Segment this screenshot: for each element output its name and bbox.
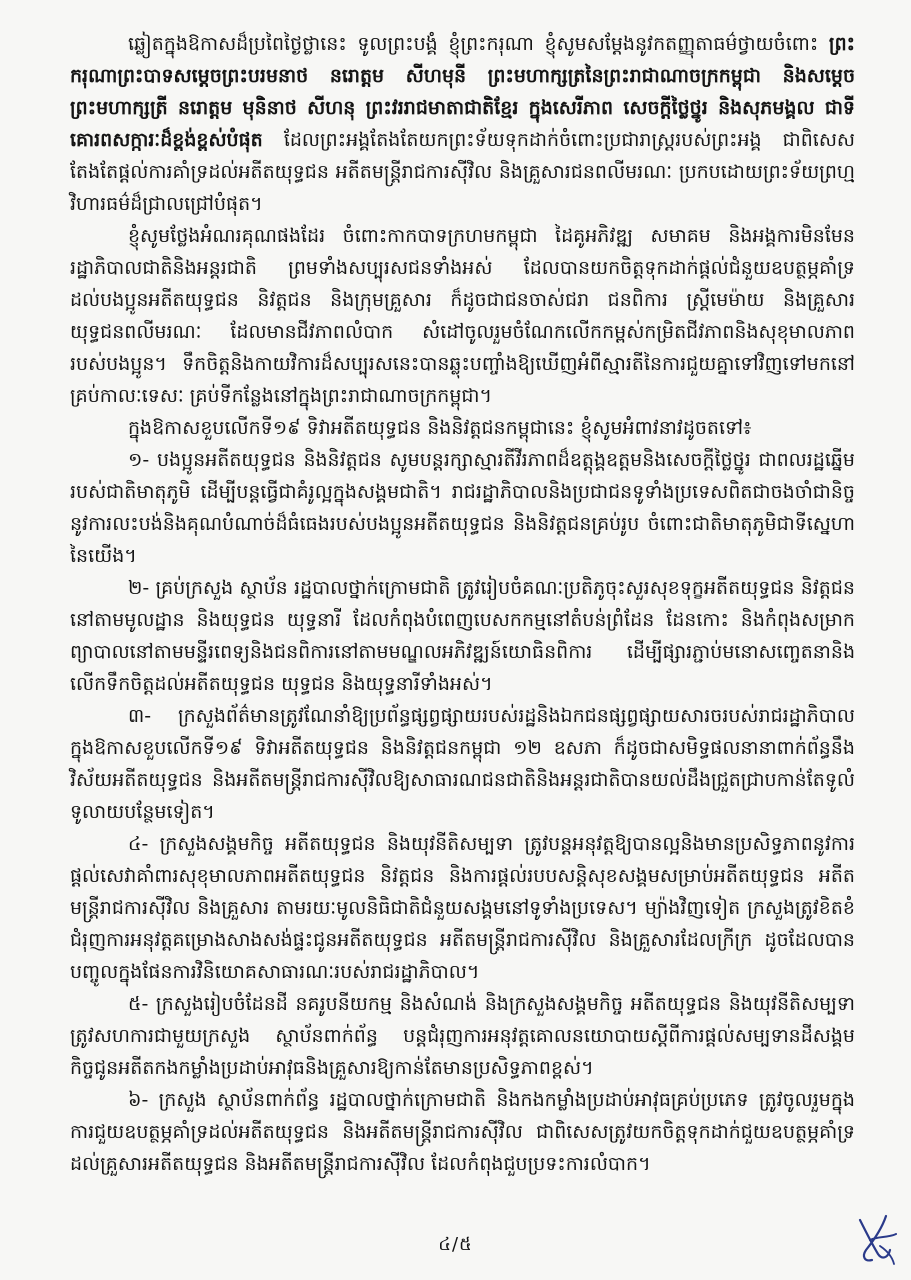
paragraph-gratitude-partners: ខ្ញុំសូមថ្លែងអំណរគុណផងដែរ ចំពោះកាកបាទក្រហមកម្ពុជា ដៃគូអភិវឌ្ឍ សមាគម និងអង្គការមិនមែនរដ្ឋាភិបាលជាតិនិងអន្តរជាតិ ព្រមទាំងសប្បុរសជនទាំងអស់ ដែលបានយកចិត្តទុកដាក់ផ្តល់ជំនួយឧបត្ថម្ភគាំទ្រដល់បងប្អូនអតីតយុទ្ធជន និវត្តជន និងក្រុមគ្រួសារ ក៏ដូចជាជនចាស់ជរា ជនពិការ ស្ត្រីមេម៉ាយ និងគ្រួសារយុទ្ធជនពលីមរណៈ ដែលមានជីវភាពលំបាក សំដៅចូលរួមចំណែកលើកកម្ពស់កម្រិតជីវភាពនិងសុខុមាលភាពរបស់បងប្អូន។ ទឹកចិត្តនិងកាយវិការដ៏សប្បុរសនេះបានឆ្លុះបញ្ចាំងឱ្យឃើញអំពីស្មារតីនៃការជួយគ្នាទៅវិញទៅមកនៅគ្រប់កាលៈទេសៈ គ្រប់ទីកន្លែងនៅក្នុងព្រះរាជាណាចក្រកម្ពុជា។ xyxy=(70,225,855,407)
paragraph-appeal-3: ៣- ក្រសួងព័ត៌មានត្រូវណែនាំឱ្យប្រព័ន្ធផ្សព្វផ្សាយរបស់រដ្ឋនិងឯកជនផ្សព្វផ្សាយសារចរបស់រាជរដ្ឋាភិបាលក្នុងឱកាសខួបលើកទី១៩ ទិវាអតីតយុទ្ធជន និងនិវត្តជនកម្ពុជា ១២ ឧសភា ក៏ដូចជាសមិទ្ធផលនានាពាក់ព័ន្ធនឹងវិស័យអតីតយុទ្ធជន និងអតីតមន្ត្រីរាជការស៊ីវិលឱ្យសាធារណជនជាតិនិងអន្តរជាតិបានយល់ដឹងជ្រួតជ្រាបកាន់តែទូលំទូលាយបន្ថែមទៀត។ xyxy=(70,705,855,823)
paragraph-appeal-6: ៦- ក្រសួង ស្ថាប័នពាក់ព័ន្ធ រដ្ឋបាលថ្នាក់ក្រោមជាតិ និងកងកម្លាំងប្រដាប់អាវុធគ្រប់ប្រភេទ ត្រូវចូលរួមក្នុងការជួយឧបត្ថម្ភគាំទ្រដល់អតីតយុទ្ធជន និងអតីតមន្ត្រីរាជការស៊ីវិល ជាពិសេសត្រូវយកចិត្តទុកដាក់ជួយឧបត្ថម្ភគាំទ្រដល់គ្រួសារអតីតយុទ្ធជន និងអតីតមន្ត្រីរាជការស៊ីវិល ដែលកំពុងជួបប្រទះការលំបាក។ xyxy=(70,1089,855,1175)
paragraph-appeal-5: ៥- ក្រសួងរៀបចំដែនដី នគរូបនីយកម្ម និងសំណង់ និងក្រសួងសង្គមកិច្ច អតីតយុទ្ធជន និងយុវនីតិសម្បទា ត្រូវសហការជាមួយក្រសួង ស្ថាប័នពាក់ព័ន្ធ បន្តជំរុញការអនុវត្តគោលនយោបាយស្តីពីការផ្តល់សម្បទានដីសង្គមកិច្ចជូនអតីតកងកម្លាំងប្រដាប់អាវុធនិងគ្រួសារឱ្យកាន់តែមានប្រសិទ្ធភាពខ្ពស់។ xyxy=(70,993,855,1079)
paragraph-lead-text: ឆ្លៀតក្នុងឱកាសដ៏ប្រពៃថ្ងៃថ្លានេះ ទូលព្រះបង្គំ ខ្ញុំព្រះករុណា ខ្ញុំសូមសម្តែងនូវកតញ្ញុតាធម៌ថ្វាយចំពោះ xyxy=(128,33,819,55)
paragraph-gratitude-king xyxy=(70,28,855,220)
paragraph-appeal-1: ១- បងប្អូនអតីតយុទ្ធជន និងនិវត្តជន សូមបន្តរក្សាស្មារតីវីរភាពដ៏ឧត្តុង្គឧត្តមនិងសេចក្តីថ្លៃថ្នូរ ជាពលរដ្ឋឆ្នើមរបស់ជាតិមាតុភូមិ ដើម្បីបន្តធ្វើជាគំរូល្អក្នុងសង្គមជាតិ។ រាជរដ្ឋាភិបាលនិងប្រជាជនទូទាំងប្រទេសពិតជាចងចាំជានិច្ចនូវការលះបង់និងគុណបំណាច់ដ៏ធំធេងរបស់បងប្អូនអតីតយុទ្ធជន និងនិវត្តជនគ្រប់រូប ចំពោះជាតិមាតុភូមិជាទីស្នេហានៃយើង។ xyxy=(70,449,855,567)
paragraph-appeal-intro: ក្នុងឱកាសខួបលើកទី១៩ ទិវាអតីតយុទ្ធជន និងនិវត្តជនកម្ពុជានេះ ខ្ញុំសូមអំពាវនាវដូចតទៅ៖ xyxy=(128,417,752,439)
document-body xyxy=(70,28,855,1180)
signature-initials xyxy=(852,1210,902,1266)
royal-titles-bold: ព្រះករុណាព្រះបាទសម្តេចព្រះបរមនាថ នរោត្តម សីហមុនី ព្រះមហាក្សត្រនៃព្រះរាជាណាចក្រកម្ពុជា និងសម្តេចព្រះមហាក្សត្រី នរោត្តម មុនិនាថ សីហនុ ព្រះវររាជមាតាជាតិខ្មែរ ក្នុងសេរីភាព សេចក្តីថ្លៃថ្នូរ និងសុភមង្គល ជាទីគោរពសក្ការៈដ៏ខ្ពង់ខ្ពស់បំផុត xyxy=(70,33,855,151)
paragraph-appeal-2: ២- គ្រប់ក្រសួង ស្ថាប័ន រដ្ឋបាលថ្នាក់ក្រោមជាតិ ត្រូវរៀបចំគណៈប្រតិភូចុះសួរសុខទុក្ខអតីតយុទ្ធជន និវត្តជននៅតាមមូលដ្ឋាន និងយុទ្ធជន យុទ្ធនារី ដែលកំពុងបំពេញបេសកកម្មនៅតំបន់ព្រំដែន ដែនកោះ និងកំពុងសម្រាកព្យាបាលនៅតាមមន្ទីរពេទ្យនិងជនពិការនៅតាមមណ្ឌលអភិវឌ្ឍន៍យោធិនពិការ ដើម្បីផ្សារភ្ជាប់មនោសញ្ចេតនានិងលើកទឹកចិត្តដល់អតីតយុទ្ធជន យុទ្ធជន និងយុទ្ធនារីទាំងអស់។ xyxy=(70,577,855,695)
paragraph-appeal-4: ៤- ក្រសួងសង្គមកិច្ច អតីតយុទ្ធជន និងយុវនីតិសម្បទា ត្រូវបន្តអនុវត្តឱ្យបានល្អនិងមានប្រសិទ្ធភាពនូវការផ្តល់សេវាគាំពារសុខុមាលភាពអតីតយុទ្ធជន និវត្តជន និងការផ្តល់របបសន្តិសុខសង្គមសម្រាប់អតីតយុទ្ធជន អតីតមន្ត្រីរាជការស៊ីវិល និងគ្រួសារ តាមរយៈមូលនិធិជាតិជំនួយសង្គមនៅទូទាំងប្រទេស។ ម្យ៉ាងវិញទៀត ក្រសួងត្រូវខិតខំជំរុញការអនុវត្តគម្រោងសាងសង់ផ្ទះជូនអតីតយុទ្ធជន អតីតមន្ត្រីរាជការស៊ីវិល និងគ្រួសារដែលក្រីក្រ ដូចដែលបានបញ្ចូលក្នុងផែនការវិនិយោគសាធារណៈរបស់រាជរដ្ឋាភិបាល។ xyxy=(70,833,855,983)
page-number: ៤/៥ xyxy=(438,1234,473,1255)
paragraph-tail-text: ដែលព្រះអង្គតែងតែយកព្រះទ័យទុកដាក់ចំពោះប្រជារាស្ត្ររបស់ព្រះអង្គ ជាពិសេសតែងតែផ្តល់ការគាំទ្រដល់អតីតយុទ្ធជន អតីតមន្ត្រីរាជការស៊ីវិល និងគ្រួសារជនពលីមរណៈ ប្រកបដោយព្រះទ័យព្រហ្មវិហារធម៌ដ៏ជ្រាលជ្រៅបំផុត។ xyxy=(70,129,856,215)
